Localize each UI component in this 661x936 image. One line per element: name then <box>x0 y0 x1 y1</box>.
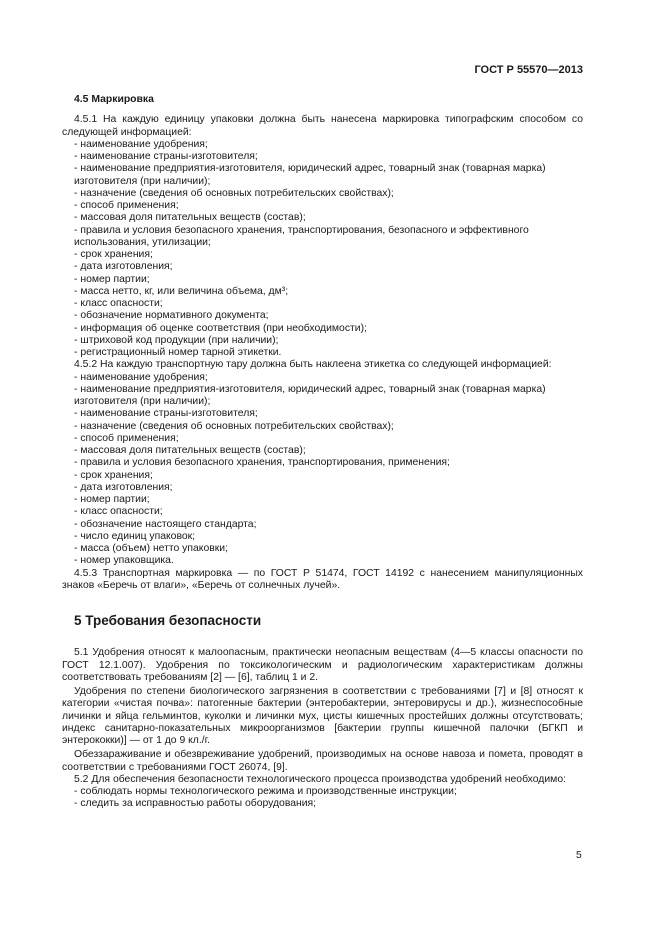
section-5-title: 5 Требования безопасности <box>74 613 262 628</box>
section-4-5-title: 4.5 Маркировка <box>74 94 154 105</box>
list-item: - срок хранения; <box>62 470 583 482</box>
list-item: - номер партии; <box>62 494 583 506</box>
paragraph-5-1: 5.1 Удобрения относят к малоопасным, практически неопасным веществам (4—5 классы опасности по ГОСТ 12.1.007). Удобрения по токсикологическим и радиологическим характеристикам должны соответствовать требованиям [2] — [6], таблиц 1 и 2. <box>62 647 583 683</box>
list-item: - наименование страны-изготовителя; <box>62 151 583 163</box>
list-item: - дата изготовления; <box>62 261 583 273</box>
paragraph-5-1-disinfection: Обеззараживание и обезвреживание удобрений, производимых на основе навоза и помета, проводят в соответствии с требованиями ГОСТ 26074, [9]. <box>62 749 583 773</box>
list-item: - наименование предприятия-изготовителя, юридический адрес, товарный знак (товарная марка) изготовителя (при наличии); <box>62 384 583 409</box>
list-item: - класс опасности; <box>62 506 583 518</box>
list-item: - номер партии; <box>62 274 583 286</box>
list-item: - способ применения; <box>62 433 583 445</box>
paragraph-5-2: 5.2 Для обеспечения безопасности технологического процесса производства удобрений необходимо: <box>74 773 566 785</box>
paragraph-4-5-1: 4.5.1 На каждую единицу упаковки должна быть нанесена маркировка типографским способом со следующей информацией: <box>62 114 583 138</box>
marking-list-transport <box>62 372 583 568</box>
list-item: - соблюдать нормы технологического режима и производственные инструкции; <box>62 786 583 798</box>
list-item: - наименование удобрения; <box>62 372 583 384</box>
list-item: - обозначение нормативного документа; <box>62 310 583 322</box>
paragraph-4-5-3: 4.5.3 Транспортная маркировка — по ГОСТ Р 51474, ГОСТ 14192 с нанесением манипуляционных знаков «Беречь от влаги», «Беречь от солнечных лучей». <box>62 567 583 591</box>
list-item: - класс опасности; <box>62 298 583 310</box>
list-item: - информация об оценке соответствия (при необходимости); <box>62 323 583 335</box>
list-item: - массовая доля питательных веществ (состав); <box>62 445 583 457</box>
list-item: - назначение (сведения об основных потребительских свойствах); <box>62 188 583 200</box>
list-item: - масса нетто, кг, или величина объема, дм³; <box>62 286 583 298</box>
list-item: - назначение (сведения об основных потребительских свойствах); <box>62 421 583 433</box>
list-item: - дата изготовления; <box>62 482 583 494</box>
list-item: - масса (объем) нетто упаковки; <box>62 543 583 555</box>
list-item: - число единиц упаковок; <box>62 531 583 543</box>
list-item: - наименование удобрения; <box>62 139 583 151</box>
list-item: - номер упаковщика. <box>62 555 583 567</box>
document-header: ГОСТ Р 55570—2013 <box>474 64 583 76</box>
list-item: - следить за исправностью работы оборудования; <box>62 798 583 810</box>
list-item: - регистрационный номер тарной этикетки. <box>62 347 583 359</box>
list-item: - способ применения; <box>62 200 583 212</box>
paragraph-5-1-biological: Удобрения по степени биологического загрязнения в соответствии с требованиями [7] и [8] относят к категории «чистая почва»: патогенные бактерии (энтеробактерии, энтеровирусы и др.), жизнеспособные личинки и яйца гельминтов, куколки и личинки мух, цисты кишечных простейших должны отсутствовать; индекс санитарно-показательных микроорганизмов [бактерии группы кишечной палочки (БГКП и энтерококки)] — от 1 до 9 кл./г. <box>62 686 583 746</box>
list-item: - массовая доля питательных веществ (состав); <box>62 212 583 224</box>
list-item: - правила и условия безопасного хранения, транспортирования, применения; <box>62 457 583 469</box>
list-item: - правила и условия безопасного хранения, транспортирования, безопасного и эффективного использования, утилизации; <box>62 225 583 250</box>
marking-list-package <box>62 139 583 360</box>
list-item: - обозначение настоящего стандарта; <box>62 519 583 531</box>
paragraph-4-5-2: 4.5.2 На каждую транспортную тару должна быть наклеена этикетка со следующей информацией: <box>74 359 552 371</box>
list-item: - штриховой код продукции (при наличии); <box>62 335 583 347</box>
list-item: - срок хранения; <box>62 249 583 261</box>
list-item: - наименование предприятия-изготовителя, юридический адрес, товарный знак (товарная марка) изготовителя (при наличии); <box>62 163 583 188</box>
safety-list <box>62 786 583 811</box>
list-item: - наименование страны-изготовителя; <box>62 408 583 420</box>
document-body <box>62 94 583 811</box>
page-number: 5 <box>576 850 582 861</box>
